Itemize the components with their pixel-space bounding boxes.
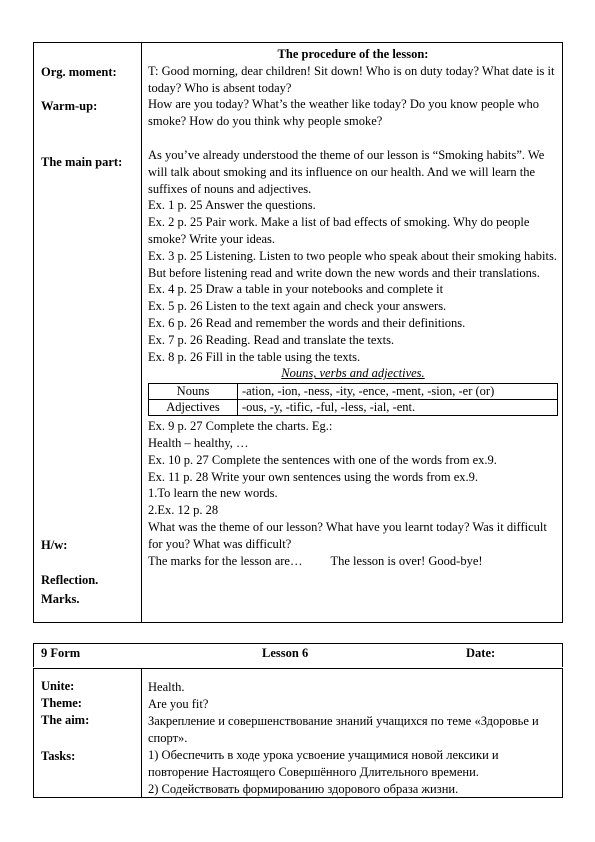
tasks-label: Tasks: [41, 749, 76, 763]
row-suffixes: -ous, -y, -tific, -ful, -less, -ial, -ent. [238, 400, 558, 416]
lesson-number: Lesson 6 [262, 646, 309, 660]
spacer [148, 130, 558, 147]
marks-label: Marks. [41, 592, 80, 606]
exercise-item: Ex. 3 p. 25 Listening. Listen to two people who speak about their smoking habits. But before listening read and write down the new words and their translations. [148, 248, 557, 280]
warm-up-text: How are you today? What’s the weather like today? Do you know people who smoke? How do you think why people smoke? [148, 97, 539, 129]
theme-text: Are you fit? [148, 697, 209, 711]
exercise-item: Ex. 4 p. 25 Draw a table in your notebooks and complete it [148, 282, 444, 297]
procedure-title: The procedure of the lesson: [277, 47, 429, 61]
warm-up-label: Warm-up: [41, 99, 98, 113]
reflection-label: Reflection. [41, 573, 99, 587]
homework-label: H/w: [41, 538, 68, 552]
lesson-info-table [33, 668, 563, 798]
homework-item: 1.To learn the new words. [148, 486, 278, 501]
org-moment-label: Org. moment: [41, 65, 117, 79]
main-intro-text: As you’ve already understood the theme of our lesson is “Smoking habits”. We will talk about smoking and its influence on our health. And we will learn the suffixes of nouns and adjectives. [148, 147, 545, 196]
theme-label: Theme: [41, 696, 82, 710]
procedure-content [148, 46, 558, 569]
org-moment-text: T: Good morning, dear children! Sit down! Who is on duty today? What date is it today? Who is absent today? [148, 63, 555, 95]
aim-text: Закрепление и совершенствование знаний учащихся по теме «Здоровье и спорт». [148, 714, 539, 745]
lesson-header-row [33, 643, 563, 667]
exercise-item: Ex. 8 p. 26 Fill in the table using the texts. [148, 349, 361, 364]
exercise-item: Ex. 7 p. 26 Reading. Read and translate the texts. [148, 332, 395, 347]
form-label: 9 Form [41, 646, 81, 660]
row-name: Adjectives [149, 400, 238, 416]
goodbye-text: The lesson is over! Good-bye! [330, 553, 483, 568]
exercise-item: Ex. 2 p. 25 Pair work. Make a list of bad effects of smoking. Why do people smoke? Write your ideas. [148, 215, 530, 246]
exercise-item: Ex. 11 p. 28 Write your own sentences using the words from ex.9. [148, 469, 478, 484]
exercise-item: Ex. 9 p. 27 Complete the charts. Eg.: [148, 419, 333, 434]
task-item: 2) Содействовать формированию здорового образа жизни. [148, 782, 459, 796]
reflection-text: What was the theme of our lesson? What have you learnt today? Was it difficult for you? What was difficult? [148, 519, 547, 551]
exercise-item: Health – healthy, … [148, 435, 249, 450]
marks-line [148, 553, 558, 570]
column-divider [141, 43, 142, 622]
task-item: 1) Обеспечить в ходе урока усвоение учащимися новой лексики и повторение Настоящего Совершённого Длительного времени. [148, 748, 499, 779]
row-name: Nouns [149, 384, 238, 400]
column-divider [141, 669, 142, 797]
unite-text: Health. [148, 680, 185, 694]
exercise-item: Ex. 5 p. 26 Listen to the text again and check your answers. [148, 299, 447, 314]
table-row [149, 400, 558, 416]
table-row [149, 384, 558, 400]
main-part-label: The main part: [41, 155, 123, 169]
info-content [148, 679, 556, 798]
unite-label: Unite: [41, 679, 75, 693]
row-suffixes: -ation, -ion, -ness, -ity, -ence, -ment, -sion, -er (or) [238, 384, 558, 400]
procedure-table [33, 42, 563, 623]
aim-label: The aim: [41, 713, 90, 727]
marks-text: The marks for the lesson are… [148, 553, 303, 568]
suffix-table-caption: Nouns, verbs and adjectives. [281, 366, 425, 381]
suffix-table [148, 383, 558, 416]
exercise-item: Ex. 10 p. 27 Complete the sentences with one of the words from ex.9. [148, 452, 497, 467]
homework-item: 2.Ex. 12 p. 28 [148, 503, 219, 518]
exercise-item: Ex. 1 p. 25 Answer the questions. [148, 198, 316, 213]
date-label: Date: [466, 646, 496, 660]
exercise-item: Ex. 6 p. 26 Read and remember the words and their definitions. [148, 315, 466, 330]
